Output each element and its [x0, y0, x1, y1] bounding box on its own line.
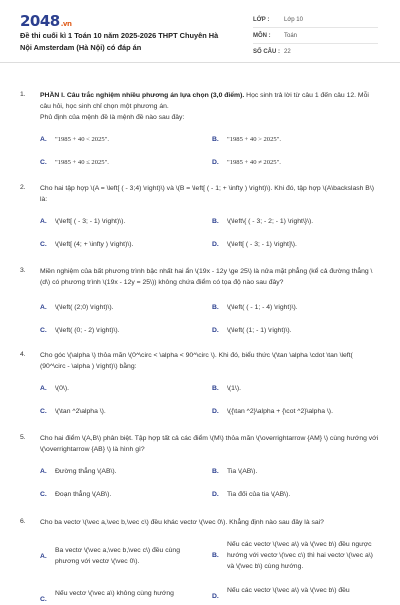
info-row-count: SỐ CÂU : 22 [253, 48, 291, 55]
info-row-class: LỚP : Lớp 10 [253, 12, 378, 28]
question-text: Cho góc \(\alpha \) thỏa mãn \(0^\circ < \alpha < 90^\circ \). Khi đó, biểu thức \(\tan \alpha \cdot \tan \left( (90^\circ - \alpha ) \right)\) bằng: [40, 352, 353, 370]
question-text: Cho ba vectơ \(\vec a,\vec b,\vec c\) đều khác vectơ \(\vec 0\). Khẳng định nào sau đây là sai? [40, 519, 324, 526]
exam-title: Đề thi cuối kì 1 Toán 10 năm 2025-2026 THPT Chuyên Hà Nội Amsterdam (Hà Nội) có đáp án [20, 31, 219, 52]
question-text: Cho hai điểm \(A,B\) phân biệt. Tập hợp tất cả các điểm \(M\) thỏa mãn \(\overrightarrow {AM} \) cùng hướng với \(\overrightarrow {AB} \) là hình gì? [40, 435, 379, 453]
question-text: PHẦN I. Câu trắc nghiệm nhiều phương án lựa chọn (3,0 điểm). Học sinh trả lời từ câu 1 đến câu 12. Mỗi câu hỏi, học sinh chỉ chọn một phương án. Phủ định của mệnh đề là mệnh đề nào sau đây: [40, 92, 369, 121]
site-logo[interactable]: 2048.vn [20, 12, 72, 30]
question-text: Miền nghiệm của bất phương trình bậc nhất hai ẩn \(19x - 12y \ge 25\) là nửa mặt phẳng (kể cả đường thẳng \(d\) có phương trình \(19x - 12y = 25\)) không chứa điểm có tọa độ nào sau đây? [40, 268, 373, 286]
page-header [0, 0, 400, 63]
info-row-subject: MÔN : Toán [253, 28, 378, 44]
exam-info-box [253, 12, 378, 59]
question-text: Cho hai tập hợp \(A = \left[ ( - 3;4) \right)\) và \(B = \left[ ( - 1; + \infty ) \right)\). Khi đó, tập hợp \(A\backslash B\) là: [40, 185, 374, 203]
